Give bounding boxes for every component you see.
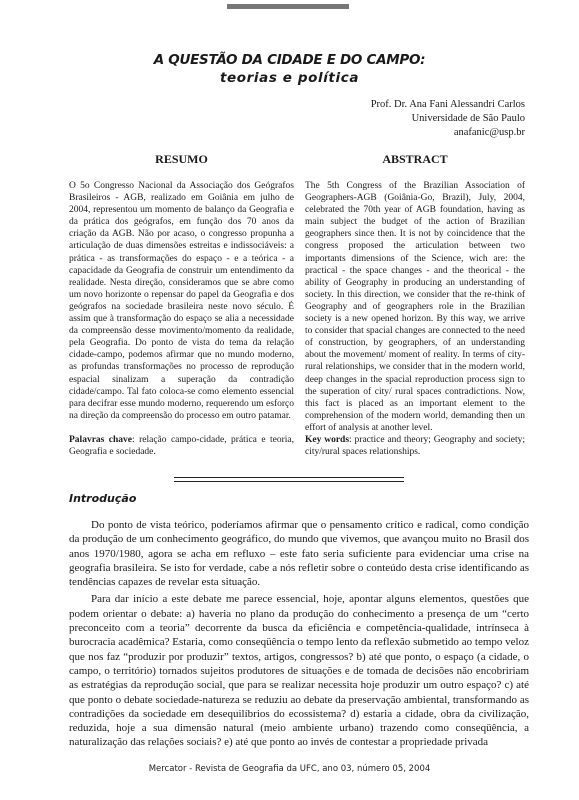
author-email[interactable]: anafanic@usp.br xyxy=(453,127,525,138)
introducao-heading: Introdução xyxy=(69,492,137,505)
resumo-keywords xyxy=(69,434,294,458)
section-divider-top xyxy=(174,477,404,478)
header-decorative-bar xyxy=(227,4,349,9)
abstract-keywords-label: Key words xyxy=(305,435,350,445)
page-footer: Mercator - Revista de Geografia da UFC, ano 03, número 05, 2004 xyxy=(148,764,431,774)
section-divider-bottom xyxy=(174,481,404,482)
resumo-heading: RESUMO xyxy=(155,152,208,166)
introducao-paragraph-1: Do ponto de vista teórico, poderíamos afirmar que o pensamento crítico e radical, como condição da produção de um conhecimento geográfico, do mundo que vivemos, que avançou muito no Brasil dos anos 1970/1980, agora se acha em refluxo – este fato seria suficiente para evidenciar uma crise na geografia brasileira. Se isto for verdade, cabe a nós refletir sobre o conteúdo desta crise identificando as tendências capazes de revelar esta situação. xyxy=(69,519,529,589)
abstract-keywords xyxy=(305,434,525,458)
article-subtitle: teorias e política xyxy=(219,70,360,86)
resumo-text: O 5o Congresso Nacional da Associação dos Geógrafos Brasileiros - AGB, realizado em Goiânia em julho de 2004, representou um momento de balanço da Geografia e da prática dos geógrafos, em função dos 70 anos da criação da AGB. Não por acaso, o congresso propunha a articulação de duas dimensões estreitas e indissociáveis: a prática - as transformações do espaço - e a teórica - a capacidade da Geografia de construir um entendimento da realidade. Nesta direção, consideramos que se abre como um novo horizonte o repensar do papel da Geografia e dos geógrafos na sociedade brasileira neste novo século. É assim que à transformação do espaço se alia a necessidade da compreensão desse movimento/momento da realidade, pela Geografia. Do ponto de vista do tema da relação cidade-campo, podemos afirmar que no mundo moderno, as profundas transformações no processo de reprodução espacial sinalizam a superação da contradição cidade/campo. Tal fato coloca-se como elemento essencial para decifrar esse mundo moderno, requerendo um esforço na direção da compreensão do processo em outro patamar. xyxy=(69,181,294,421)
article-title: A QUESTÃO DA CIDADE E DO CAMPO: xyxy=(153,52,426,68)
abstract-text: The 5th Congress of the Brazilian Association of Geographers-AGB (Goiânia-Go, Brazil), July, 2004, celebrated the 70th year of AGB foundation, having as main subject the budget of the action of Brazilian geographers since then. It is not by coincidence that the congress proposed the articulation between two importants dimensions of the Science, wich are: the practical - the space changes - and the theorical - the ability of Geography in producing an understanding of society. In this direction, we consider that the re-think of Geography and of geographers role in the Brazilian society is a new opened horizon. By this way, we arrive to consider that spacial changes are connected to the need of construction, by geographers, of an understanding about the movement/ moment of reality. In terms of city-rural relationships, we consider that in the modern world, deep changes in the spacial reproduction process sign to the superation of city/ rural spaces contradictions. Now, this fact is placed as an important element to the comprehension of the modern world, demanding then un effort of analysis at another level. xyxy=(305,181,525,433)
author-block xyxy=(371,98,525,140)
abstract-heading: ABSTRACT xyxy=(382,152,448,166)
introducao-paragraph-2: Para dar início a este debate me parece essencial, hoje, apontar alguns elementos, questões que podem orientar o debate: a) haveria no plano da produção do conhecimento a presença de um “certo preconceito com a teoria” decorrente da busca da eficiência e competência-qualidade, intrínseca à burocracia acadêmica? Estaria, como conseqüência o tempo lento da reflexão submetido ao tempo veloz que nos faz “produzir por produzir” textos, artigos, congressos? b) até que ponto, o espaço (a cidade, o campo, o território) tornados sujeitos produtores de situações e de tomada de decisões não encobririam as estratégias da reprodução social, que para se realizar necessita hoje produzir um outro espaço? c) até que ponto o debate sociedade-natureza se reduziu ao debate da preservação ambiental, transformando as contradições da sociedade em desequilíbrios do ecossistema? d) estaria a cidade, obra da civilização, reduzida, hoje a sua dimensão natural (meio ambiente urbano) trazendo como conseqüência, a naturalização das relações sociais? e) até que ponto ao invés de contestar a propriedade privada xyxy=(69,593,529,749)
abstract-keywords-text: : practice and theory; Geography and society; city/rural spaces relationships. xyxy=(305,435,525,457)
introducao-body xyxy=(69,518,529,753)
author-affiliation: Universidade de São Paulo xyxy=(411,113,525,124)
resumo-keywords-label: Palavras chave xyxy=(69,435,133,445)
author-name: Prof. Dr. Ana Fani Alessandri Carlos xyxy=(370,99,525,110)
resumo-keywords-text: : relação campo-cidade, prática e teoria, Geografia e sociedade. xyxy=(69,435,294,457)
